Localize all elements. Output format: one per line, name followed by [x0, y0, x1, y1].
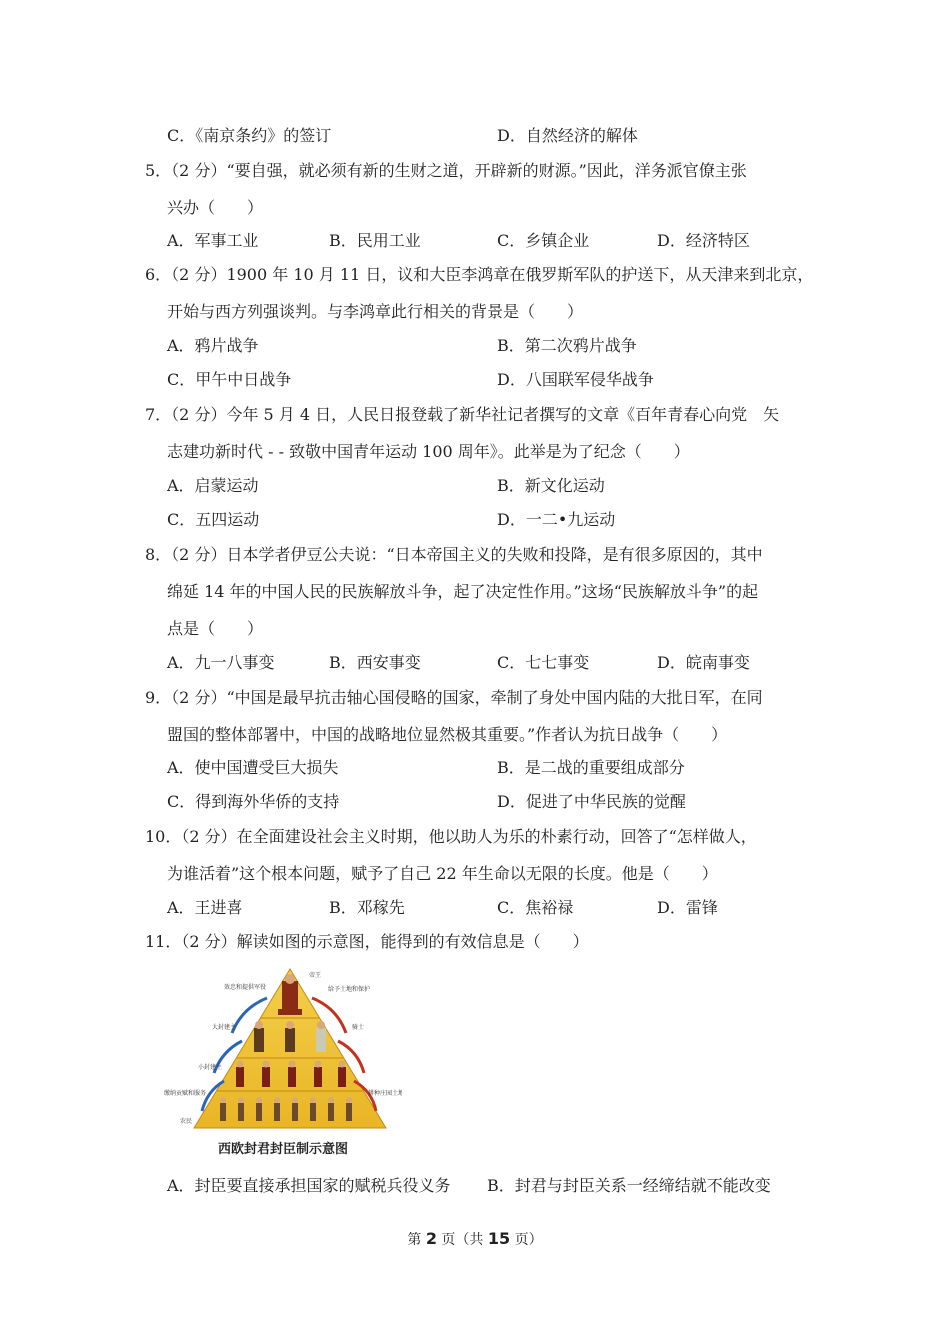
q10-option-c: C．焦裕禄 — [497, 898, 574, 917]
label-king: 帝王 — [309, 972, 322, 979]
q10-option-d: D．雷锋 — [657, 898, 718, 917]
q5-option-d: D．经济特区 — [657, 231, 750, 250]
q10-option-a: A．王进喜 — [167, 898, 243, 917]
q7-stem-line1: 7．（2 分）今年 5 月 4 日，人民日报登载了新华社记者撰写的文章《百年青春心向党 矢 — [145, 405, 780, 424]
q11-option-a: A．封臣要直接承担国家的赋税兵役义务 — [167, 1176, 451, 1195]
q11-stem-line1: 11．（2 分）解读如图的示意图，能得到的有效信息是（ ） — [145, 932, 589, 951]
label-rent: 缴纳贡赋和服务 — [164, 1090, 207, 1097]
q7-stem-line2: 志建功新时代 - - 致敬中国青年运动 100 周年》。此举是为了纪念（ ） — [167, 442, 690, 461]
label-give-land: 给予土地和保护 — [328, 986, 371, 993]
q6-option-d: D．八国联军侵华战争 — [497, 370, 654, 389]
label-peasant: 农民 — [180, 1118, 193, 1125]
q6-stem-line1: 6．（2 分）1900 年 10 月 11 日，议和大臣李鸿章在俄罗斯军队的护送下，从天津来到北京， — [145, 265, 814, 284]
q9-option-c: C．得到海外华侨的支持 — [167, 792, 340, 811]
q8-stem-line2: 绵延 14 年的中国人民的民族解放斗争，起了决定性作用。”这场“民族解放斗争”的起 — [167, 582, 759, 601]
label-great-lord: 大封建主 — [212, 1024, 237, 1031]
footer-total-pages: 15 — [487, 1229, 511, 1248]
footer-page-number: 2 — [425, 1229, 437, 1248]
footer-pre: 第 — [407, 1232, 426, 1248]
q10-option-b: B．邓稼先 — [329, 898, 405, 917]
q8-stem-line3: 点是（ ） — [167, 619, 264, 638]
q4-option-c: C．《南京条约》的签订 — [167, 126, 332, 145]
q7-option-a: A．启蒙运动 — [167, 476, 259, 495]
q8-stem-line1: 8．（2 分）日本学者伊豆公夫说：“日本帝国主义的失败和投降，是有很多原因的，其中 — [145, 545, 763, 564]
q9-option-d: D．促进了中华民族的觉醒 — [497, 792, 686, 811]
footer-mid: 页（共 — [436, 1232, 488, 1248]
page-footer — [0, 1229, 950, 1250]
q10-stem-line2: 为谁活着”这个根本问题，赋予了自己 22 年生命以无限的长度。他是（ ） — [167, 864, 718, 883]
q9-stem-line2: 盟国的整体部署中，中国的战略地位显然极其重要。”作者认为抗日战争（ ） — [167, 725, 728, 744]
q10-stem-line1: 10．（2 分）在全面建设社会主义时期，他以助人为乐的朴素行动，回答了“怎样做人， — [145, 827, 757, 846]
q7-option-d: D．一二•九运动 — [497, 510, 616, 529]
q7-option-c: C．五四运动 — [167, 510, 260, 529]
footer-post: 页） — [510, 1232, 543, 1248]
figure-caption: 西欧封君封臣制示意图 — [218, 1142, 349, 1157]
label-land: 耕种庄园土地 — [368, 1090, 402, 1097]
q5-stem-line2: 兴办（ ） — [167, 198, 264, 217]
q5-option-c: C．乡镇企业 — [497, 231, 590, 250]
q6-option-c: C．甲午中日战争 — [167, 370, 292, 389]
q5-option-a: A．军事工业 — [167, 231, 259, 250]
q6-option-a: A．鸦片战争 — [167, 336, 259, 355]
label-knight: 骑士 — [352, 1024, 365, 1031]
q8-option-a: A．九一八事变 — [167, 653, 275, 672]
q8-option-c: C．七七事变 — [497, 653, 590, 672]
q9-option-a: A．使中国遭受巨大损失 — [167, 758, 339, 777]
pyramid-diagram — [162, 963, 402, 1138]
q9-stem-line1: 9．（2 分）“中国是最早抗击轴心国侵略的国家，牵制了身处中国内陆的大批日军，在同 — [145, 688, 763, 707]
q7-option-b: B．新文化运动 — [497, 476, 605, 495]
label-serve: 效忠和提供军役 — [224, 984, 267, 991]
q8-option-b: B．西安事变 — [329, 653, 421, 672]
q6-option-b: B．第二次鸦片战争 — [497, 336, 637, 355]
q9-option-b: B．是二战的重要组成部分 — [497, 758, 685, 777]
q6-stem-line2: 开始与西方列强谈判。与李鸿章此行相关的背景是（ ） — [167, 302, 584, 321]
q5-option-b: B．民用工业 — [329, 231, 421, 250]
feudal-pyramid-figure — [162, 963, 402, 1158]
q5-stem-line1: 5．（2 分）“要自强，就必须有新的生财之道，开辟新的财源。”因此，洋务派官僚主张 — [145, 161, 747, 180]
q11-option-b: B．封君与封臣关系一经缔结就不能改变 — [487, 1176, 771, 1195]
q4-option-d: D．自然经济的解体 — [497, 126, 638, 145]
label-small-lord: 小封建主 — [198, 1064, 223, 1071]
q8-option-d: D．皖南事变 — [657, 653, 750, 672]
